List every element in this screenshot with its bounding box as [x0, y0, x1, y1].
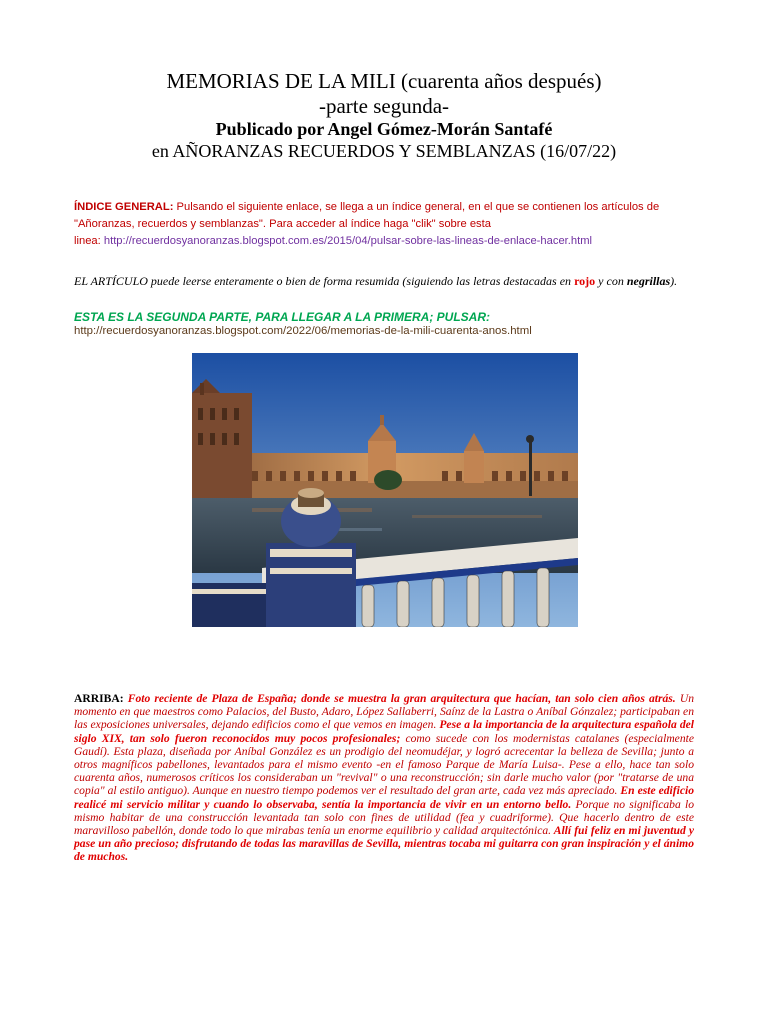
general-index-text: Pulsando el siguiente enlace, se llega a un índice general, en el que se contienen los artículos de "Añoranzas, recuerdos y semblanzas". Para acceder al índice haga "clik" sobre esta — [74, 201, 660, 230]
first-part-link[interactable]: http://recuerdosyanoranzas.blogspot.com/2022/06/memorias-de-la-mili-cuarenta-anos.html — [74, 325, 532, 337]
photo-caption-paragraph — [74, 692, 694, 864]
plaza-de-espana-photo — [192, 353, 578, 627]
plaza-photo-illustration — [192, 353, 578, 627]
caption-bold-3: En este edificio realicé mi servicio militar y cuando lo observaba, sentía la importancia de vivir en un entorno bello. — [74, 784, 694, 811]
document-title: MEMORIAS DE LA MILI (cuarenta años después) — [166, 69, 602, 93]
instructions-text-a: EL ARTÍCULO puede leerse enteramente o bien de forma resumida (siguiendo las letras destacadas en — [74, 274, 575, 288]
author-line: Publicado por Angel Gómez-Morán Santafé — [215, 119, 553, 139]
caption-text-1: Un momento en que maestros como Palacios, del Busto, Adaro, López Sallaberri, Saínz de la Lastra o Aníbal Gónzalez; participaban en las exposiciones universales, dejando edificios como el que vemos en imagen. — [74, 692, 694, 732]
index-line-prefix: linea: — [74, 235, 104, 247]
general-index-label: ÍNDICE GENERAL: — [74, 201, 174, 213]
index-link[interactable]: http://recuerdosyanoranzas.blogspot.com.es/2015/04/pulsar-sobre-las-lineas-de-enlace-hacer.html — [103, 235, 593, 247]
instructions-text-b: y con — [595, 274, 627, 288]
caption-bold-1: Foto reciente de Plaza de España; donde se muestra la gran arquitectura que hacían, tan solo cien años atrás. — [123, 692, 676, 705]
instructions-text-c: ). — [670, 274, 678, 288]
second-part-notice: ESTA ES LA SEGUNDA PARTE, PARA LLEGAR A LA PRIMERA; PULSAR: — [74, 310, 491, 324]
general-index-paragraph — [74, 199, 674, 250]
reading-instructions — [74, 273, 696, 290]
caption-text-3: Porque no significaba lo mismo habitar de una construcción levantada tan solo con fines de utilidad (fea y cuadriforme). Que hacerlo dentro de este maravilloso pabellón, donde todo lo que mirabas tenía un enorme equilibrio y calidad arquitectónica. — [74, 797, 694, 838]
caption-bold-4: Allí fui feliz en mi juventud y pase un año precioso; disfrutando de todas las maravillas de Sevilla, mientras tocaba mi guitarra con gran inspiración y el ánimo de muchos. — [74, 824, 694, 864]
caption-bold-2: Pese a la importancia de la arquitectura española del siglo XIX, tan solo fueron reconocidos muy pocos profesionales; — [74, 718, 694, 745]
caption-label: ARRIBA: — [74, 692, 124, 705]
document-subtitle: -parte segunda- — [318, 94, 450, 118]
instructions-rojo: rojo — [574, 274, 596, 288]
caption-text-2: como sucede con los modernistas catalanes (especialmente Gaudí). Esta plaza, diseñada por Aníbal González es un prodigio del neomudéjar, y logró acrecentar la belleza de Sevilla; junto a otros magníficos pabellones, levantados para el mismo evento -en el famoso Parque de María Luisa-. Pese a ello, hace tan solo cuarenta años, numerosos críticos los consideraban un "revival" o una reconstrucción; sin darle mucho valor (por "tratarse de una copia" al estilo antiguo). Aunque en nuestro tiempo podemos ver el resultado del gran arte, cada vez más apreciado. — [74, 731, 694, 798]
instructions-negrillas: negrillas — [626, 274, 671, 288]
blog-line: en AÑORANZAS RECUERDOS Y SEMBLANZAS (16/07/22) — [151, 141, 617, 161]
